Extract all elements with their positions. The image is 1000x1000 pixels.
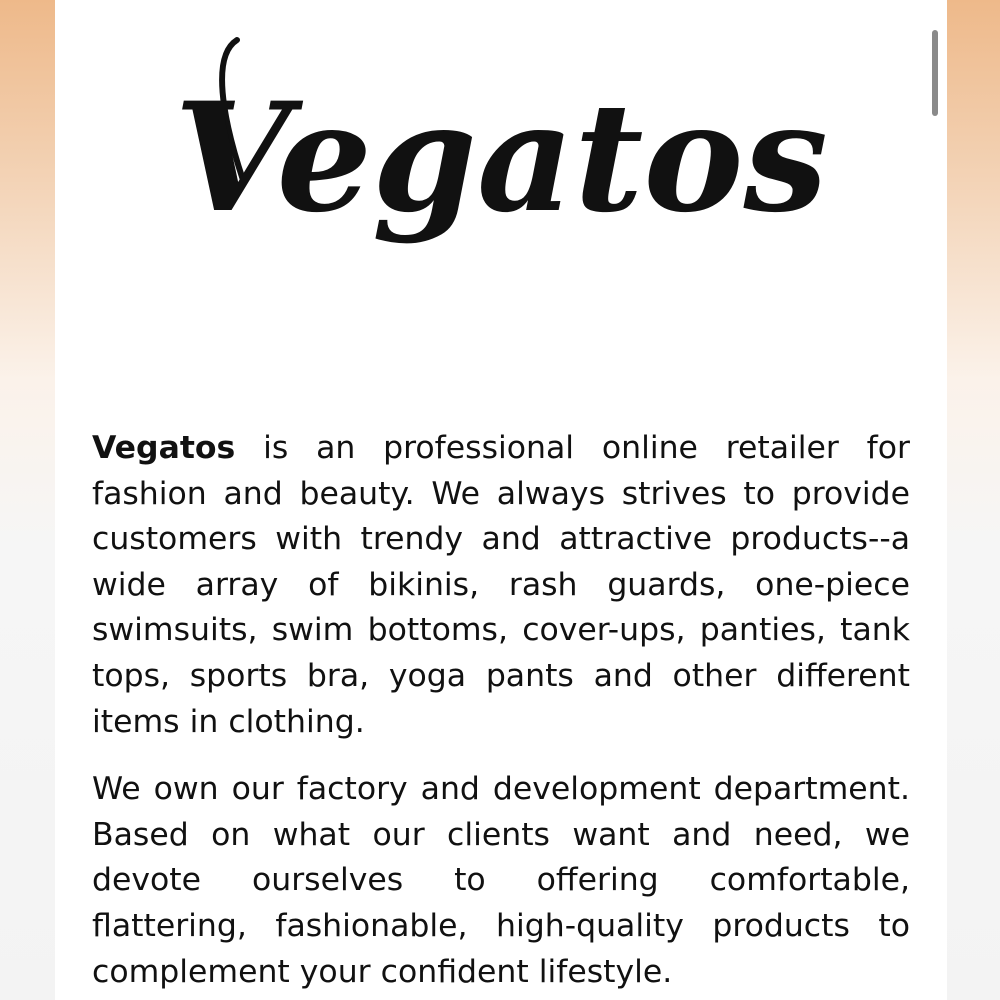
about-paragraph-1-text: is an professional online retailer for fashion and beauty. We always strives to provide customers with trendy and attractive products--a wide array of bikinis, rash guards, one-piece swimsuits, swim bottoms, cover-ups, panties, tank tops, sports bra, yoga pants and other different items in clothing. — [92, 430, 910, 740]
about-paragraph-2 — [92, 767, 910, 995]
brand-logo — [55, 0, 947, 300]
logo-graphic — [55, 0, 947, 300]
vertical-scrollbar[interactable] — [932, 30, 938, 116]
content-panel — [55, 0, 947, 1000]
brand-name-bold: Vegatos — [92, 430, 236, 466]
logo-wordmark: Vegatos — [174, 70, 828, 246]
about-paragraph-2-text: We own our factory and development department. Based on what our clients want and need, we devote ourselves to offering comfortable, flattering, fashionable, high-quality products to complement your confident lifestyle. — [92, 771, 910, 990]
about-paragraph-1 — [92, 426, 910, 745]
about-section — [92, 426, 910, 1000]
